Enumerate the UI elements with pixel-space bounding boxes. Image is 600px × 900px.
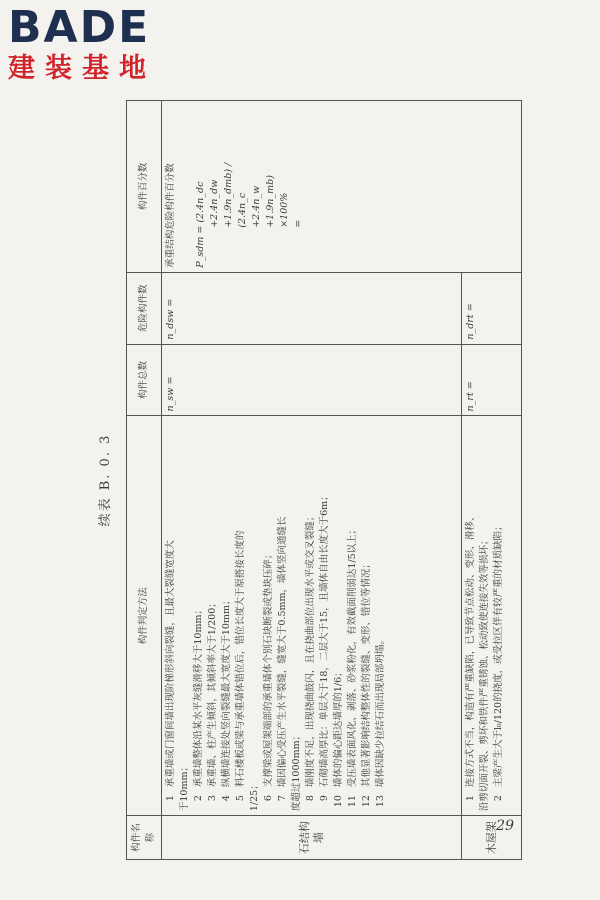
criterion-line [192, 420, 206, 811]
criterion-number: 12 [361, 795, 372, 808]
formula-line: +1.9n_dmb) / [223, 162, 234, 228]
assessment-table [126, 100, 522, 860]
publisher-logo [8, 2, 178, 84]
criterion-text: 承重墙或门窗间墙出现阶梯形斜向裂缝，且最大裂缝宽度大 [165, 540, 176, 788]
criterion-number: 6 [263, 795, 274, 802]
criterion-line [276, 420, 290, 811]
criterion-line [178, 420, 192, 811]
criterion-number: 4 [221, 795, 232, 802]
criterion-line [492, 420, 506, 811]
header-total: 构件总数 [127, 344, 162, 416]
criterion-number: 8 [305, 795, 316, 802]
criterion-line [360, 420, 374, 811]
criterion-line [290, 420, 304, 811]
criterion-line [374, 420, 388, 811]
percentage-cell [162, 101, 522, 273]
criterion-line [206, 420, 220, 811]
danger-wood [462, 272, 522, 344]
rotated-page [88, 100, 568, 860]
criterion-text: 1/25； [249, 780, 260, 812]
formula-line: (2.4n_c [237, 192, 248, 228]
criterion-line [318, 420, 332, 811]
criteria-masonry [162, 416, 462, 816]
table-caption: 续表 B. 0. 3 [98, 433, 113, 527]
table-row-masonry [162, 101, 462, 860]
criterion-number: 11 [347, 795, 358, 808]
danger-masonry-value: n_dsw = [165, 298, 176, 340]
criterion-text: 受压墙表面风化、剥落、砂浆粉化，有效截面削弱达1/5以上； [347, 524, 358, 788]
formula-line: P_sdm = (2.4n_dc [195, 181, 206, 268]
formula-line: +2.4n_dw [209, 179, 220, 228]
percentage-title: 承重结构危险构件百分数 [165, 163, 176, 268]
component-name-masonry: 石结构墙 [162, 816, 462, 860]
criterion-number: 13 [375, 795, 386, 808]
criterion-text: 度超过1000mm； [291, 730, 302, 812]
criterion-text: 于10mm； [179, 762, 190, 812]
criterion-number: 1 [465, 795, 476, 802]
criterion-line [478, 420, 492, 811]
criterion-text: 石砌墙高厚比：单层大于18，二层大于15，且墙体自由长度大于6m； [319, 491, 330, 788]
criterion-text: 连接方式不当，构造有严重缺陷，已导致节点松动、变形、滑移、 [465, 511, 476, 788]
criterion-text: 墙体的偏心距达墙厚的1/6； [333, 667, 344, 788]
criterion-line [332, 420, 346, 811]
header-criteria: 构件判定方法 [127, 416, 162, 816]
formula-line: = [293, 219, 304, 228]
criterion-line [464, 420, 478, 811]
formula-line: +1.9n_mb) [265, 175, 276, 228]
criterion-text: 主梁产生大于l₀/120的挠度，或受拉区伴有较严重的材质缺陷； [493, 521, 504, 788]
total-masonry [162, 344, 462, 416]
page-number: 29 [496, 818, 514, 834]
criterion-text: 其他显著影响结构整体性的裂缝、变形、错位等情况； [361, 559, 372, 788]
criterion-text: 承重墙整体沿某水平灰缝滑移大于10mm； [193, 605, 204, 788]
criterion-number: 3 [207, 795, 218, 802]
criterion-line [346, 420, 360, 811]
criterion-line [248, 420, 262, 811]
table-header-row [127, 101, 162, 860]
percentage-formula [194, 105, 306, 268]
formula-line: ×100% [279, 192, 290, 228]
logo-wordmark [8, 2, 178, 53]
criterion-number: 7 [277, 795, 288, 802]
criteria-wood [462, 416, 522, 816]
total-wood [462, 344, 522, 416]
criterion-line [262, 420, 276, 811]
criterion-number: 5 [235, 795, 246, 802]
criterion-text: 墙因偏心受压产生水平裂缝，缝宽大于0.5mm，墙体竖向通缝长 [277, 516, 288, 788]
header-danger-count: 危险构件数 [127, 272, 162, 344]
total-masonry-value: n_sw = [165, 376, 176, 412]
component-name-wood: 木屋架 [462, 816, 522, 860]
criterion-number: 2 [493, 795, 504, 802]
criterion-line [234, 420, 248, 811]
criterion-line [220, 420, 234, 811]
criterion-line [164, 420, 178, 811]
criterion-text: 沿剪切面开裂、剪坏和铁件严重锈蚀、松动致使连接失效等损坏； [479, 535, 490, 812]
logo-letters: BADE [8, 2, 151, 53]
criterion-number: 9 [319, 795, 330, 802]
criterion-text: 墙体因缺少拉结石而出现局部坍塌。 [375, 635, 386, 788]
criterion-text: 墙刚度不足，出现挠曲鼓闪，且在挠曲部位出现水平或交叉裂缝； [305, 511, 316, 788]
criterion-number: 1 [165, 795, 176, 802]
criterion-line [304, 420, 318, 811]
header-component-name: 构件名称 [127, 816, 162, 860]
criterion-text: 纵横墙连接处竖向裂缝最大宽度大于10mm； [221, 595, 232, 788]
total-wood-value: n_rt = [465, 381, 476, 412]
criterion-text: 料石楼板或梁与承重墙体错位后，错位长度大于原搭接长度的 [235, 530, 246, 788]
header-percentage: 构件百分数 [127, 101, 162, 273]
criterion-number: 2 [193, 795, 204, 802]
danger-masonry [162, 272, 462, 344]
criterion-number: 10 [333, 795, 344, 808]
criterion-text: 支撑梁或屋架端部的承重墙体个别石块断裂或垫块压碎； [263, 549, 274, 788]
criterion-text: 承重墙、柱产生倾斜，其倾斜率大于1/200； [207, 598, 218, 788]
formula-line: +2.4n_w [251, 185, 262, 228]
danger-wood-value: n_drt = [465, 303, 476, 340]
logo-subtitle: 建装基地 [8, 53, 156, 84]
